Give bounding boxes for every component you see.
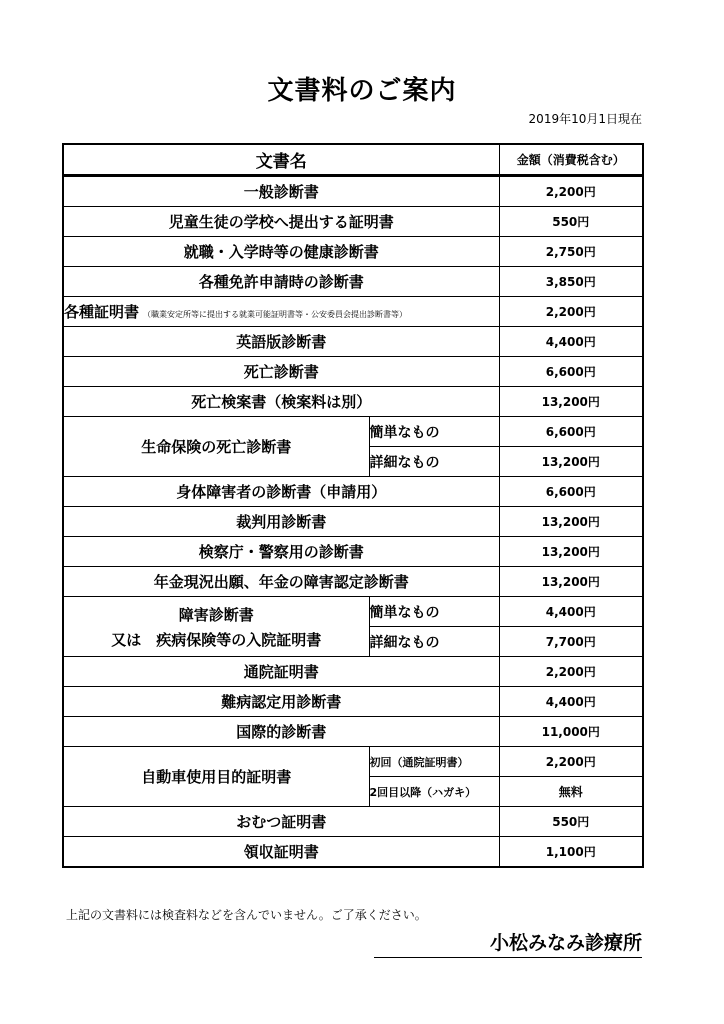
document-price: 6,600円 [499,357,643,387]
table-row [63,807,643,837]
document-name: 自動車使用目的証明書 [63,747,369,807]
document-variant: 詳細なもの [369,627,499,657]
document-price: 2,200円 [499,747,643,777]
document-name: 死亡診断書 [63,357,499,387]
document-price: 13,200円 [499,447,643,477]
document-variant: 初回（通院証明書） [369,747,499,777]
footnote: 上記の文書料には検査料などを含んでいません。ご了承ください。 [66,908,427,922]
document-name: 検察庁・警察用の診断書 [63,537,499,567]
table-header [63,144,643,176]
document-name: おむつ証明書 [63,807,499,837]
document-price: 13,200円 [499,537,643,567]
document-note: （職業安定所等に提出する就業可能証明書等・公安委員会提出診断書等） [143,310,408,319]
table-row [63,567,643,597]
table-row [63,507,643,537]
document-price: 13,200円 [499,507,643,537]
document-price: 1,100円 [499,837,643,868]
table-row [63,176,643,207]
table-row [63,297,643,327]
document-price: 6,600円 [499,477,643,507]
table-row [63,327,643,357]
document-price: 2,200円 [499,176,643,207]
document-name: 英語版診断書 [63,327,499,357]
document-price: 3,850円 [499,267,643,297]
header-price: 金額（消費税含む） [499,144,643,176]
document-price: 2,200円 [499,297,643,327]
table-row [63,687,643,717]
table-row [63,387,643,417]
document-price: 2,200円 [499,657,643,687]
document-name: 児童生徒の学校へ提出する証明書 [63,207,499,237]
document-name: 生命保険の死亡診断書 [63,417,369,477]
document-variant: 簡単なもの [369,417,499,447]
document-name: 年金現況出願、年金の障害認定診断書 [63,567,499,597]
table-row [63,237,643,267]
table-row [63,657,643,687]
document-price: 4,400円 [499,687,643,717]
header-name: 文書名 [63,144,499,176]
table-row [63,597,643,627]
document-price: 550円 [499,207,643,237]
document-price: 13,200円 [499,387,643,417]
fee-table [62,143,644,868]
document-name: 身体障害者の診断書（申請用） [63,477,499,507]
document-name: 障害診断書 [178,605,254,624]
document-name: 死亡検案書（検案料は別） [63,387,499,417]
document-price: 13,200円 [499,567,643,597]
effective-date: 2019年10月1日現在 [528,112,642,126]
document-name: 各種証明書 [64,303,140,321]
table-row [63,267,643,297]
document-variant: 簡単なもの [369,597,499,627]
page-title: 文書料のご案内 [267,76,457,106]
document-price: 無料 [499,777,643,807]
document-name: 就職・入学時等の健康診断書 [63,237,499,267]
table-row [63,207,643,237]
table-row [63,477,643,507]
document-name-cell [63,597,369,657]
document-name-alt: 又は 疾病保険等の入院証明書 [111,630,322,649]
document-variant: 2回目以降（ハガキ） [369,777,499,807]
document-name: 難病認定用診断書 [63,687,499,717]
table-row [63,417,643,447]
table-row [63,717,643,747]
table-row [63,747,643,777]
document-name: 裁判用診断書 [63,507,499,537]
document-name: 通院証明書 [63,657,499,687]
document-name-cell [63,297,499,327]
document-name: 国際的診断書 [63,717,499,747]
document-name: 領収証明書 [63,837,499,868]
table-row [63,837,643,868]
document-price: 6,600円 [499,417,643,447]
document-price: 4,400円 [499,327,643,357]
document-price: 550円 [499,807,643,837]
document-price: 7,700円 [499,627,643,657]
table-row [63,537,643,567]
document-price: 4,400円 [499,597,643,627]
clinic-name: 小松みなみ診療所 [374,928,642,958]
document-name: 一般診断書 [63,176,499,207]
document-price: 11,000円 [499,717,643,747]
document-name: 各種免許申請時の診断書 [63,267,499,297]
document-variant: 詳細なもの [369,447,499,477]
document-price: 2,750円 [499,237,643,267]
table-row [63,357,643,387]
